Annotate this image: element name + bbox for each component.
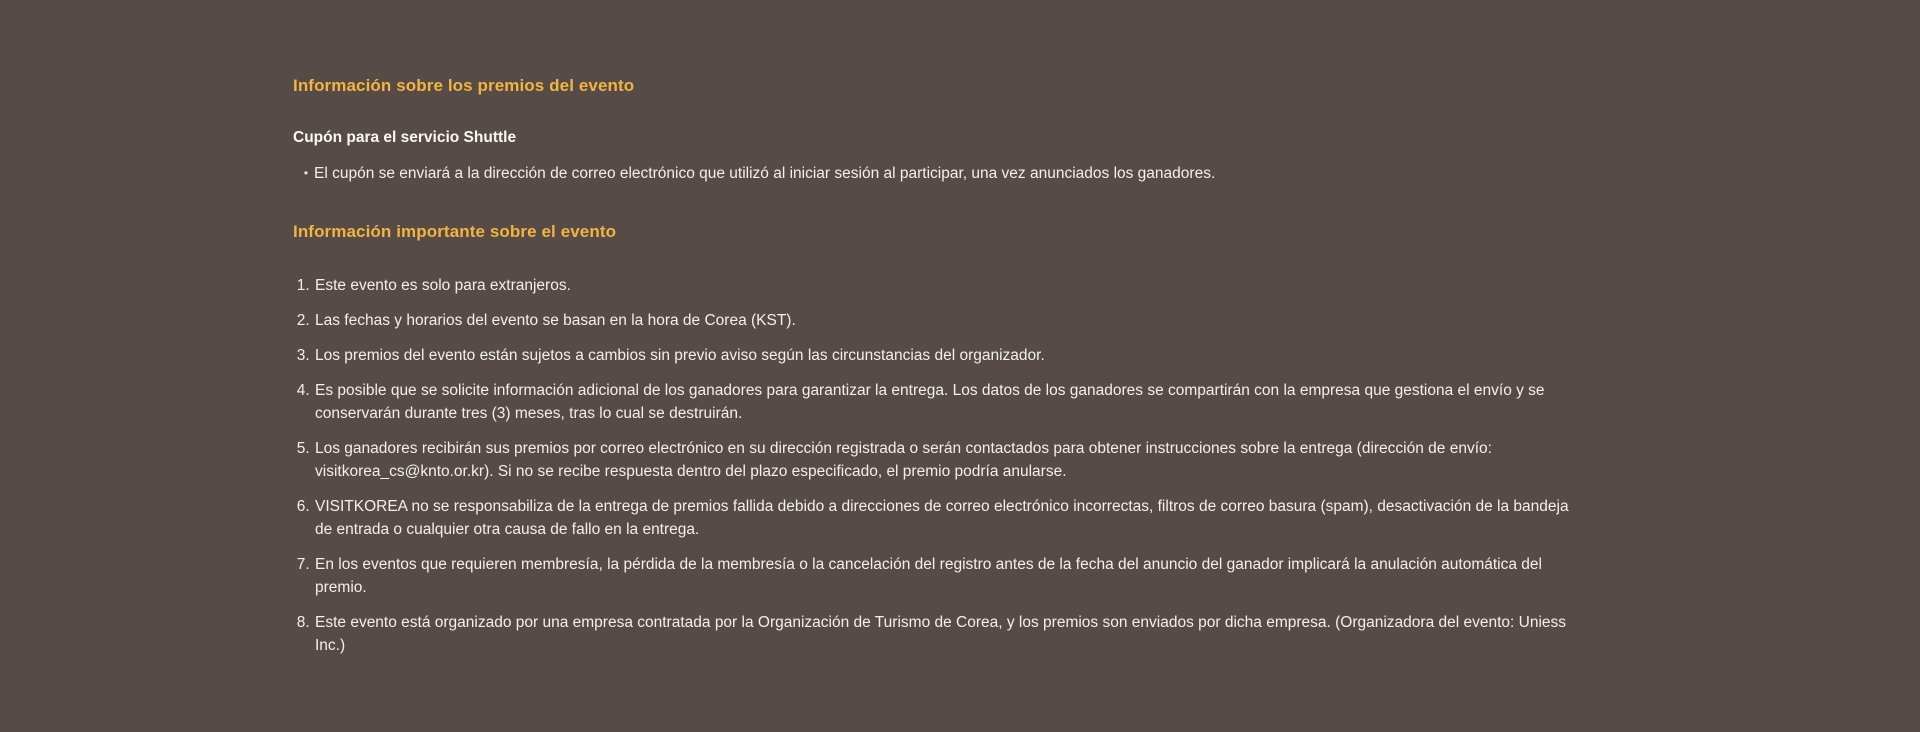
bullet-text: El cupón se enviará a la dirección de correo electrónico que utilizó al iniciar sesión al participar, una vez anunciados los ganadores. <box>314 165 1216 182</box>
list-item <box>314 379 1577 425</box>
list-item <box>314 344 1577 367</box>
notice-item-text: Este evento es solo para extranjeros. <box>315 277 571 294</box>
list-item <box>314 553 1577 599</box>
event-info-content <box>293 0 1593 657</box>
prize-section-heading: Información sobre los premios del evento <box>293 76 635 95</box>
notice-numbered-list <box>293 274 1593 657</box>
list-item <box>314 495 1577 541</box>
notice-item-text: Es posible que se solicite información adicional de los ganadores para garantizar la entrega. Los datos de los ganadores se compartirán con la empresa que gestiona el envío y se conservarán durante tres (3) meses, tras lo cual se destruirán. <box>315 382 1545 422</box>
bullet-icon: • <box>303 166 309 180</box>
prize-bullet-list <box>293 162 1593 185</box>
notice-item-text: Las fechas y horarios del evento se basan en la hora de Corea (KST). <box>315 312 796 329</box>
notice-section-heading: Información importante sobre el evento <box>293 222 617 241</box>
notice-item-text: Los ganadores recibirán sus premios por correo electrónico en su dirección registrada o serán contactados para obtener instrucciones sobre la entrega (dirección de envío: visitkorea_cs@knto.or.kr). Si no se recibe respuesta dentro del plazo especificado, el premio podría anularse. <box>315 440 1492 480</box>
notice-item-text: Los premios del evento están sujetos a cambios sin previo aviso según las circunstancias del organizador. <box>315 347 1045 364</box>
list-item <box>293 162 1593 185</box>
prize-info-section <box>293 76 1593 185</box>
section-divider-space <box>293 185 1593 222</box>
list-item <box>314 611 1577 657</box>
list-item <box>314 437 1577 483</box>
notice-item-text: VISITKOREA no se responsabiliza de la entrega de premios fallida debido a direcciones de correo electrónico incorrectas, filtros de correo basura (spam), desactivación de la bandeja de entrada o cualquier otra causa de fallo en la entrega. <box>315 498 1569 538</box>
important-info-section <box>293 222 1593 657</box>
notice-item-text: Este evento está organizado por una empresa contratada por la Organización de Turismo de Corea, y los premios son enviados por dicha empresa. (Organizadora del evento: Uniess Inc.) <box>315 614 1567 654</box>
shuttle-coupon-subheading: Cupón para el servicio Shuttle <box>293 129 517 146</box>
list-item <box>314 274 1577 297</box>
notice-item-text: En los eventos que requieren membresía, la pérdida de la membresía o la cancelación del registro antes de la fecha del anuncio del ganador implicará la anulación automática del premio. <box>315 556 1542 596</box>
list-item <box>314 309 1577 332</box>
